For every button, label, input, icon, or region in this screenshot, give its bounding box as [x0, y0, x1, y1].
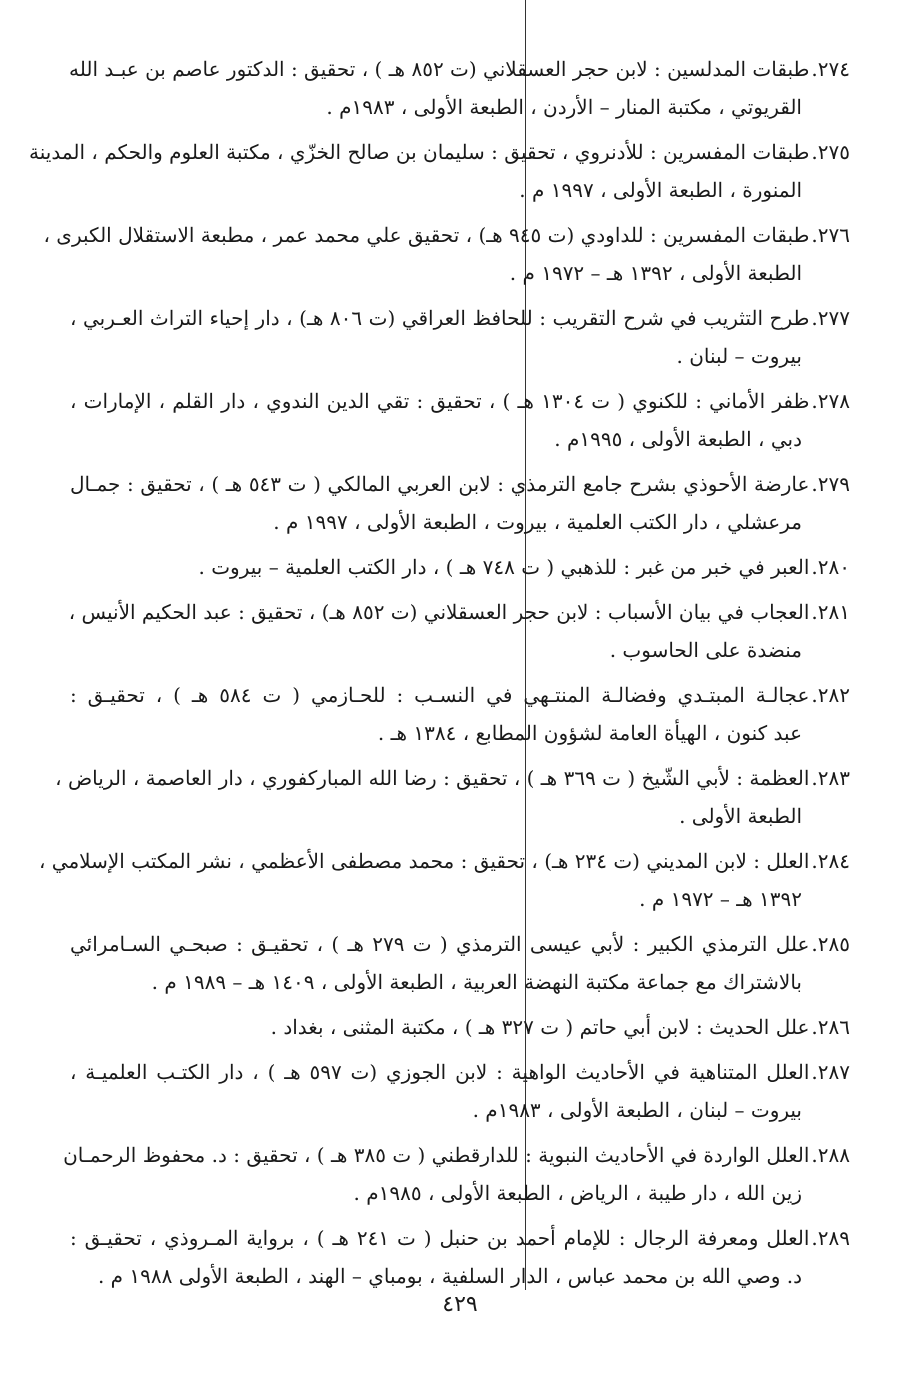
entry-text: علل الترمذي الكبير : لأبي عيسى الترمذي ( ت ٢٧٩ هـ ) ، تحقيـق : صبحـي السـامرائي	[70, 932, 810, 956]
entry-number: ٢٧٥.	[811, 140, 850, 164]
entry-continuation-line: عبد كنون ، الهيأة العامة لشؤون المطابع ، ١٣٨٤ هـ .	[377, 721, 802, 745]
entry-continuation-line: بيروت – لبنان .	[676, 344, 802, 368]
bibliography-entry	[70, 299, 850, 375]
entry-text: العلل الواردة في الأحاديث النبوية : للدارقطني ( ت ٣٨٥ هـ ) ، تحقيق : د. محفوظ الرحمـان	[63, 1143, 810, 1167]
entry-continuation-line: بالاشتراك مع جماعة مكتبة النهضة العربية ، الطبعة الأولى ، ١٤٠٩ هـ – ١٩٨٩ م .	[151, 970, 802, 994]
entry-text: طبقات المفسرين : للأدنروي ، تحقيق : سليمان بن صالح الخزّي ، مكتبة العلوم والحكم ، المدينة	[29, 140, 810, 164]
entry-number: ٢٨٠.	[811, 555, 850, 579]
entry-continuation-line: منضدة على الحاسوب .	[609, 638, 802, 662]
entry-number: ٢٨٤.	[811, 849, 850, 873]
entry-number: ٢٨٨.	[811, 1143, 850, 1167]
bibliography-entry	[70, 1008, 850, 1046]
entry-text: العلل المتناهية في الأحاديث الواهية : لابن الجوزي (ت ٥٩٧ هـ ) ، دار الكتـب العلميـة ،	[70, 1060, 810, 1084]
entry-text: العجاب في بيان الأسباب : لابن حجر العسقلاني (ت ٨٥٢ هـ) ، تحقيق : عبد الحكيم الأنيس ،	[68, 600, 810, 624]
bibliography-entry	[70, 382, 850, 458]
bibliography-entry	[55, 759, 850, 835]
entry-number: ٢٨٣.	[811, 766, 850, 790]
entry-number: ٢٨٢.	[811, 683, 850, 707]
entry-continuation-line: د. وصي الله بن محمد عباس ، الدار السلفية ، بومباي – الهند ، الطبعة الأولى ١٩٨٨ م .	[97, 1264, 802, 1288]
entry-first-line	[43, 216, 850, 254]
entry-text: عارضة الأحوذي بشرح جامع الترمذي : لابن العربي المالكي ( ت ٥٤٣ هـ ) ، تحقيق : جمـال	[70, 472, 810, 496]
entry-number: ٢٧٧.	[811, 306, 850, 330]
entry-continuation-line: ١٣٩٢ هـ – ١٩٧٢ م .	[639, 887, 802, 911]
bibliography-entry	[70, 548, 850, 586]
entry-continuation-line: دبي ، الطبعة الأولى ، ١٩٩٥م .	[554, 427, 802, 451]
bibliography-entry	[70, 593, 850, 669]
entry-text: العظمة : لأبي الشّيخ ( ت ٣٦٩ هـ ) ، تحقيق : رضا الله المباركفوري ، دار العاصمة ، الرياض ،	[55, 766, 810, 790]
entry-first-line	[63, 1136, 850, 1174]
bibliography-entry	[70, 1219, 850, 1295]
entry-number: ٢٨٩.	[811, 1226, 850, 1250]
bibliography-entry	[38, 842, 850, 918]
entry-text: طبقات المدلسين : لابن حجر العسقلاني (ت ٨٥٢ هـ ) ، تحقيق : الدكتور عاصم بن عبـد الله	[69, 57, 810, 81]
entry-continuation-line: الطبعة الأولى .	[679, 804, 802, 828]
bibliography-entry	[70, 465, 850, 541]
entry-text: طرح التثريب في شرح التقريب : للحافظ العراقي (ت ٨٠٦ هـ) ، دار إحياء التراث العـربي ،	[70, 306, 810, 330]
entry-text: طبقات المفسرين : للداودي (ت ٩٤٥ هـ) ، تحقيق علي محمد عمر ، مطبعة الاستقلال الكبرى ،	[43, 223, 810, 247]
entry-number: ٢٨٥.	[811, 932, 851, 956]
entry-number: ٢٧٨.	[811, 389, 850, 413]
entry-first-line	[70, 548, 850, 586]
entry-number: ٢٨١.	[811, 600, 850, 624]
entry-text: علل الحديث : لابن أبي حاتم ( ت ٣٢٧ هـ ) ، مكتبة المثنى ، بغداد .	[270, 1015, 810, 1039]
bibliography-entry	[63, 1136, 850, 1212]
entry-first-line	[70, 382, 850, 420]
entry-first-line	[38, 842, 850, 880]
entry-first-line	[70, 676, 850, 714]
entry-continuation-line: القريوتي ، مكتبة المنار – الأردن ، الطبعة الأولى ، ١٩٨٣م .	[326, 95, 802, 119]
page-number: ٤٢٩	[442, 1292, 478, 1317]
bibliography-entry	[70, 1053, 850, 1129]
bibliography-entry	[70, 925, 850, 1001]
entry-continuation-line: الطبعة الأولى ، ١٣٩٢ هـ – ١٩٧٢ م .	[509, 261, 802, 285]
entry-text: العبر في خبر من غبر : للذهبي ( ت ٧٤٨ هـ ) ، دار الكتب العلمية – بيروت .	[198, 555, 810, 579]
entry-continuation-line: بيروت – لبنان ، الطبعة الأولى ، ١٩٨٣م .	[472, 1098, 802, 1122]
bibliography-entry	[43, 216, 850, 292]
entry-number: ٢٨٦.	[811, 1015, 850, 1039]
bibliography-list	[29, 50, 851, 1302]
entry-first-line	[70, 593, 850, 631]
bibliography-entry	[29, 133, 850, 209]
entry-number: ٢٧٦.	[811, 223, 850, 247]
entry-continuation-line: المنورة ، الطبعة الأولى ، ١٩٩٧ م .	[519, 178, 802, 202]
entry-first-line	[70, 465, 850, 503]
entry-first-line	[70, 1219, 850, 1257]
entry-first-line	[55, 759, 850, 797]
entry-text: عجالـة المبتـدي وفضالـة المنتـهي في النسـب : للحـازمي ( ت ٥٨٤ هـ ) ، تحقيـق :	[70, 683, 810, 707]
bibliography-entry	[70, 676, 850, 752]
entry-number: ٢٧٩.	[811, 472, 851, 496]
entry-text: العلل ومعرفة الرجال : للإمام أحمد بن حنبل ( ت ٢٤١ هـ ) ، برواية المـروذي ، تحقيـق :	[70, 1226, 810, 1250]
entry-number: ٢٧٤.	[811, 57, 850, 81]
entry-continuation-line: مرعشلي ، دار الكتب العلمية ، بيروت ، الطبعة الأولى ، ١٩٩٧ م .	[273, 510, 802, 534]
entry-first-line	[70, 50, 850, 88]
entry-first-line	[70, 299, 850, 337]
entry-continuation-line: زين الله ، دار طيبة ، الرياض ، الطبعة الأولى ، ١٩٨٥م .	[353, 1181, 802, 1205]
entry-text: ظفر الأماني : للكنوي ( ت ١٣٠٤ هـ ) ، تحقيق : تقي الدين الندوي ، دار القلم ، الإمارات ،	[70, 389, 810, 413]
entry-first-line	[70, 1008, 850, 1046]
bibliography-entry	[70, 50, 850, 126]
entry-first-line	[29, 133, 850, 171]
entry-first-line	[70, 925, 850, 963]
entry-first-line	[70, 1053, 850, 1091]
entry-text: العلل : لابن المديني (ت ٢٣٤ هـ) ، تحقيق : محمد مصطفى الأعظمي ، نشر المكتب الإسلامي ،	[38, 849, 810, 873]
entry-number: ٢٨٧.	[811, 1060, 850, 1084]
